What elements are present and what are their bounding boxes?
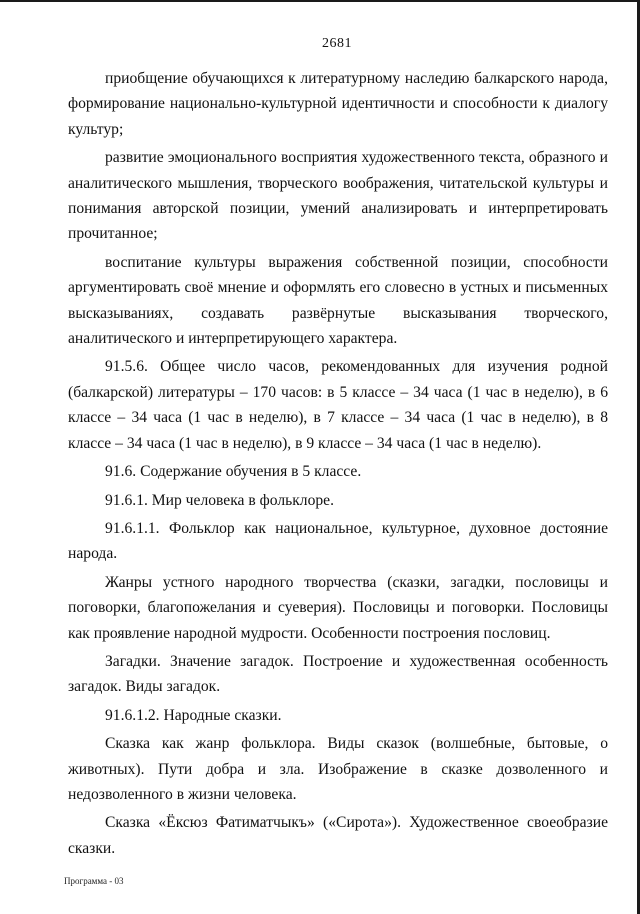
paragraph-emotional-perception: развитие эмоционального восприятия художественного текста, образного и аналитического мышления, творческого воображения, читательской культуры и понимания авторской позиции, умений анализировать и интерпретировать прочитанное; [68,149,608,243]
paragraph-riddles: Загадки. Значение загадок. Построение и художественная особенность загадок. Виды загадок. [68,652,608,696]
paragraph-literary-heritage: приобщение обучающихся к литературному наследию балкарского народа, формирование национально-культурной идентичности и способности к диалогу культур; [68,70,608,138]
paragraph-expression-culture: воспитание культуры выражения собственной позиции, способности аргументировать своё мнение и оформлять его словесно в устных и письменных высказываниях, создавать развёрнутые высказывания творческого, аналитического и интерпретирующего характера. [68,253,608,348]
heading-grade-5-content: 91.6. Содержание обучения в 5 классе. [105,463,362,481]
paragraph-tale-genre: Сказка как жанр фольклора. Виды сказок (волшебные, бытовые, о животных). Пути добра и зла. Изображение в сказке дозволенного и недозволенного в жизни человека. [68,735,608,803]
heading-folklore-world: 91.6.1. Мир человека в фольклоре. [105,491,335,509]
page-number: 2681 [322,36,352,51]
scan-edge-top [0,0,640,2]
heading-folklore-heritage: 91.6.1.1. Фольклор как национальное, культурное, духовное достояние народа. [68,519,608,563]
footer-program-label: Программа - 03 [64,876,124,886]
paragraph-oral-genres: Жанры устного народного творчества (сказки, загадки, пословицы и поговорки, благопожелания и суеверия). Пословицы и поговорки. Пословицы как проявление народной мудрости. Особенности построения пословиц. [68,573,608,642]
paragraph-orphan-tale: Сказка «Ёксюз Фатиматчыкъ» («Сирота»). Художественное своеобразие сказки. [68,814,608,857]
document-body [68,66,608,864]
paragraph-total-hours: 91.5.6. Общее число часов, рекомендованных для изучения родной (балкарской) литературы – 170 часов: в 5 классе – 34 часа (1 час в неделю), в 6 классе – 34 часа (1 час в неделю), в 7 классе – 34 часа (1 час в неделю), в 8 классе – 34 часа (1 час в неделю), в 9 классе – 34 часа (1 час в неделю). [68,358,608,452]
heading-folk-tales: 91.6.1.2. Народные сказки. [105,706,282,724]
